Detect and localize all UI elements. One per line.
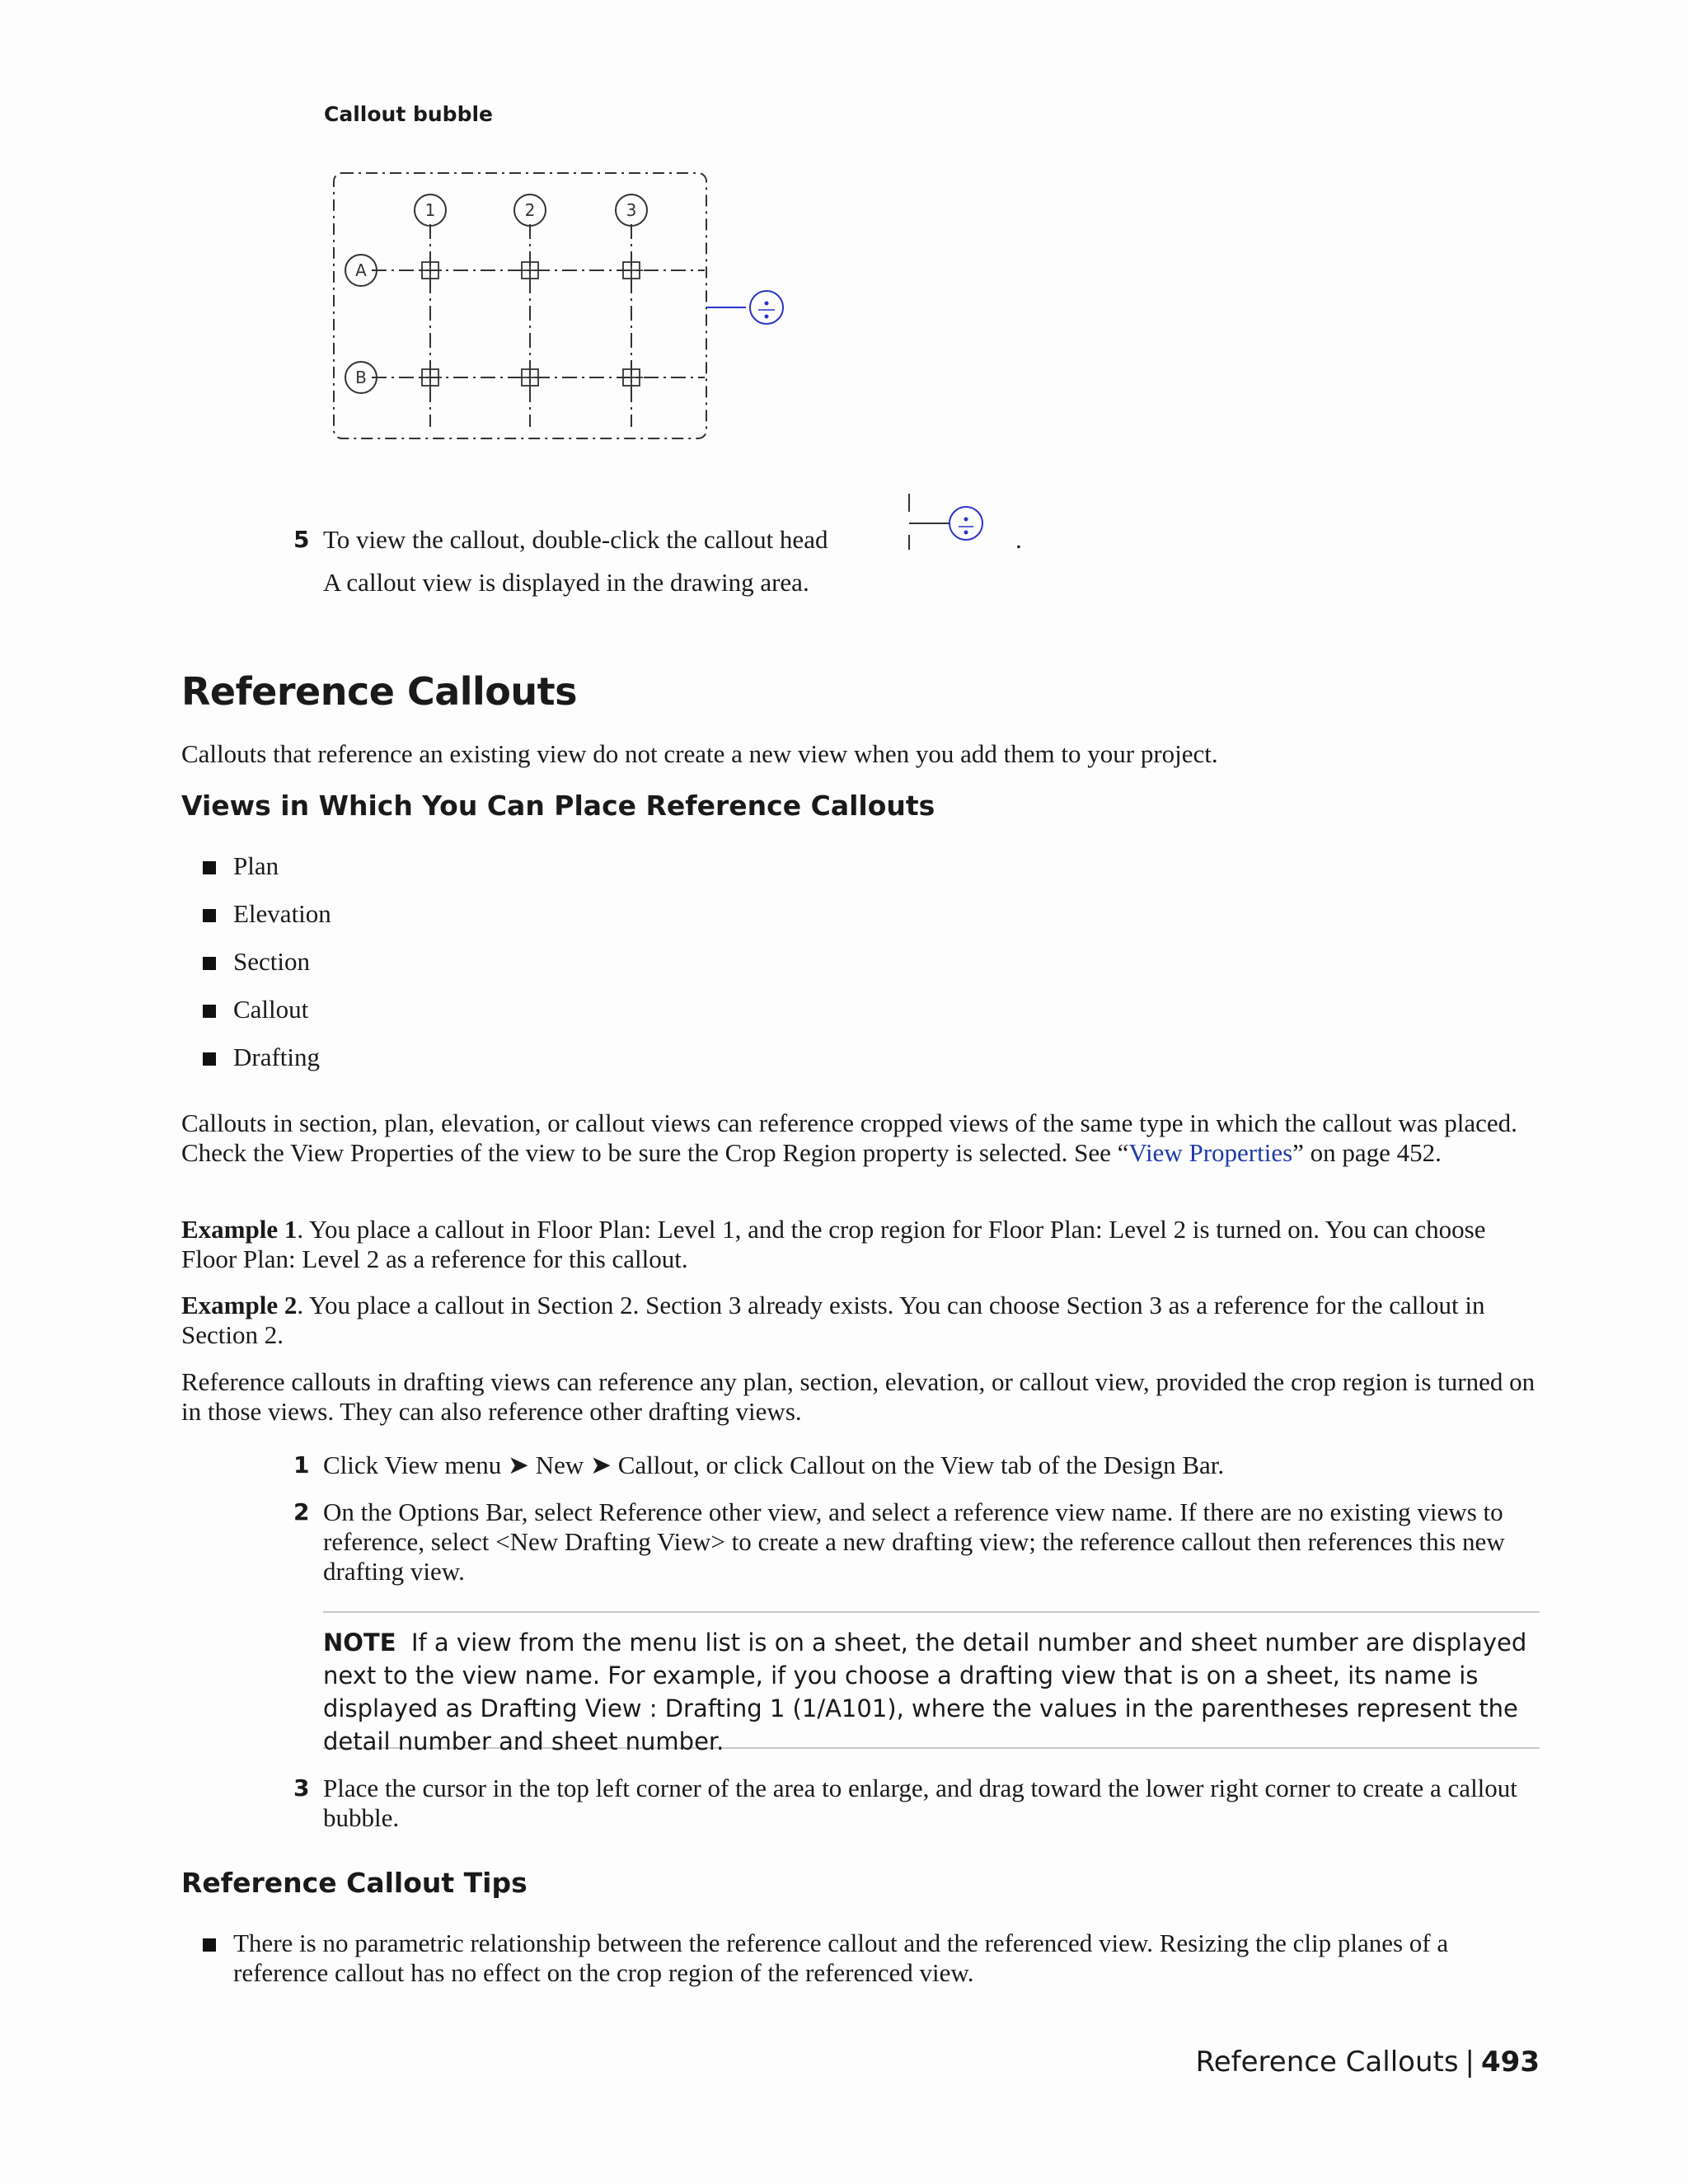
step-text: Place the cursor in the top left corner of the area to enlarge, and drag toward the lower right corner to create a callout bubble. [323,1774,1517,1832]
grid-label-2: 2 [524,200,536,220]
bullet-square-icon [203,1005,216,1018]
list-item: Elevation [202,899,331,947]
bullet-square-icon [203,1052,216,1066]
tip-item [202,1929,1545,1988]
views-list [202,851,331,1090]
paragraph-cropped-views: Callouts in section, plan, elevation, or callout views can reference cropped views of the same type in which the callout was placed. Check the View Properties of the view to be sure the Crop Region property is selected. See “View Properties” on page 452. [181,1108,1517,1167]
note-box [323,1611,1540,1755]
list-item: Callout [202,995,331,1043]
list-item: Drafting [202,1043,331,1090]
grid-label-3: 3 [626,200,637,220]
example-2: Example 2. You place a callout in Section 2. Section 3 already exists. You can choose Section 3 as a reference for the callout in Section 2. [181,1291,1485,1349]
step-text: On the Options Bar, select Reference other view, and select a reference view name. If there are no existing views to reference, select <New Drafting View> to create a new drafting view; the reference callout then references this new drafting view. [323,1497,1505,1586]
step-5-period: . [1015,525,1022,554]
note-text: If a view from the menu list is on a sheet, the detail number and sheet number are displayed next to the view name. For example, if you choose a drafting view that is on a sheet, its name is displayed as Drafting View : Drafting 1 (1/A101), where the values in the parentheses represent the detail number and sheet number. [323,1629,1527,1755]
step-2 [293,1497,1546,1588]
section-title: Reference Callouts [181,669,577,714]
list-item: Plan [202,851,331,899]
footer-section: Reference Callouts [1195,2046,1459,2079]
paragraph-drafting-views: Reference callouts in drafting views can reference any plan, section, elevation, or callout view, provided the crop region is turned on in those views. They can also reference other drafting views. [181,1367,1536,1426]
example-1: Example 1. You place a callout in Floor Plan: Level 1, and the crop region for Floor Plan: Level 2 is turned on. You can choose Floor Plan: Level 2 as a reference for this callout. [181,1215,1486,1273]
tips-heading: Reference Callout Tips [181,1867,528,1899]
grid-label-1: 1 [424,200,436,220]
bullet-square-icon [203,861,216,874]
view-properties-link[interactable]: View Properties [1128,1138,1293,1167]
views-heading: Views in Which You Can Place Reference Callouts [181,790,935,822]
structural-columns [419,259,643,389]
tip-text: There is no parametric relationship between the reference callout and the referenced view. Resizing the clip planes of a reference callout has no effect on the crop region of the referenced view. [233,1929,1449,1987]
bullet-square-icon [203,909,216,922]
grid-label-A: A [355,260,367,280]
example-2-label: Example 2 [181,1291,298,1319]
note-label: NOTE [323,1629,396,1657]
page-footer [1196,2046,1540,2079]
section-intro: Callouts that reference an existing view do not create a new view when you add them to your project. [181,739,1218,768]
page-number: 493 [1481,2046,1540,2079]
callout-bubble-figure [326,165,804,462]
list-item: Section [202,947,331,995]
step-text: To view the callout, double-click the callout head [323,525,828,554]
step-number: 1 [293,1451,310,1479]
step-number: 5 [293,526,310,553]
callout-head-inline-icon [903,490,993,553]
step-1 [293,1451,1546,1483]
step-text: Click View menu ➤ New ➤ Callout, or click Callout on the View tab of the Design Bar. [323,1451,1225,1479]
callout-head-icon [706,291,783,324]
step-3 [293,1774,1546,1836]
step-number: 2 [293,1498,310,1526]
grid-label-B: B [355,368,367,387]
bullet-square-icon [203,1938,216,1952]
step-number: 3 [293,1774,310,1802]
callout-boundary [334,173,706,438]
footer-separator: | [1465,2046,1475,2079]
step-5-result: A callout view is displayed in the drawing area. [323,568,809,597]
bullet-square-icon [203,957,216,970]
figure-title: Callout bubble [324,102,493,126]
example-1-label: Example 1 [181,1215,298,1244]
